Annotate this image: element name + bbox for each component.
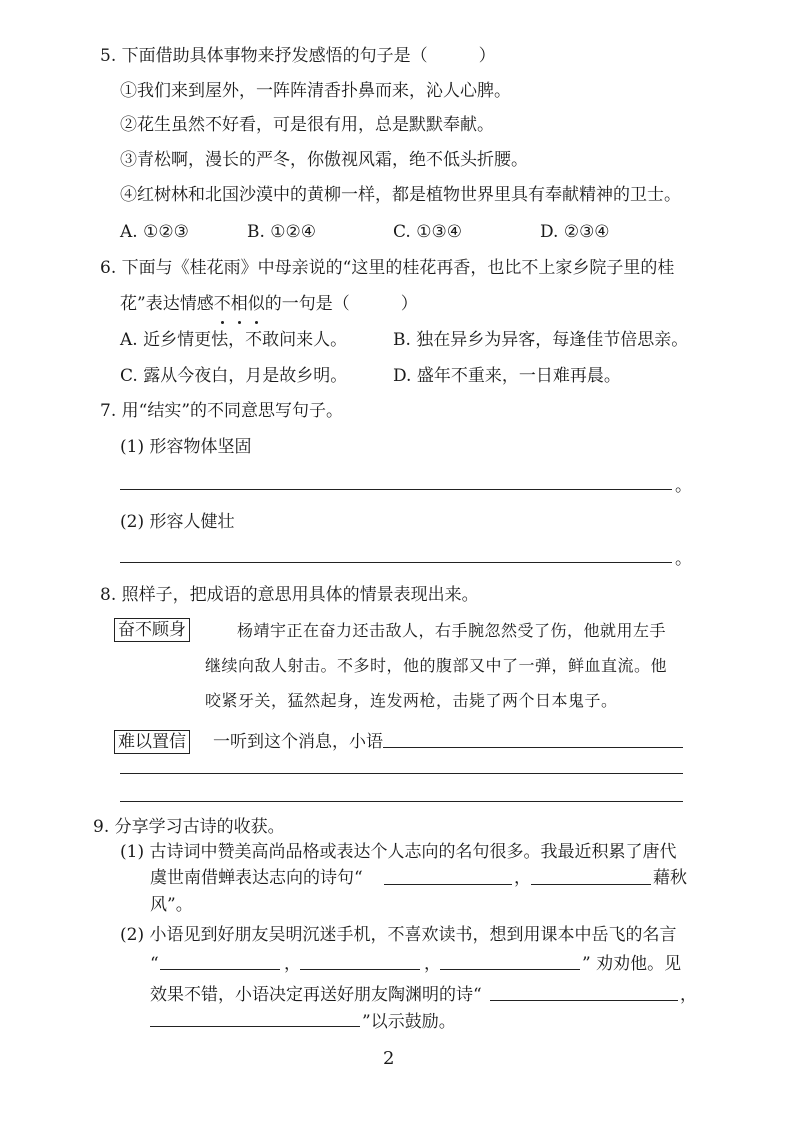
q9-stem: 9. 分享学习古诗的收获。 <box>93 817 285 837</box>
q9-blank-1[interactable] <box>384 884 512 885</box>
q9-sub1-comma: ， <box>514 868 531 888</box>
q8-answer-line-2[interactable] <box>120 773 683 774</box>
q6-choice-c: C. 露从今夜白，月是故乡明。 <box>120 366 348 386</box>
q7-period-2: 。 <box>675 549 692 569</box>
q7-sub2: (2) 形容人健壮 <box>120 512 235 532</box>
q6-choice-d: D. 盛年不重来，一日难再晨。 <box>393 366 621 386</box>
q6-stem-line1: 6. 下面与《桂花雨》中母亲说的“这里的桂花再香，也比不上家乡院子里的桂 <box>100 258 675 278</box>
page-number: 2 <box>383 1048 395 1069</box>
q9-sub1-line2a: 虞世南借蝉表达志向的诗句“ <box>150 868 363 888</box>
q7-stem: 7. 用“结实”的不同意思写句子。 <box>100 401 344 421</box>
q5-choice-d: D. ②③④ <box>540 222 610 242</box>
q9-sub2-open-quote: “ <box>150 954 159 974</box>
q8-example-line-1: 杨靖宇正在奋力还击敌人，右手腕忽然受了伤，他就用左手 <box>237 621 667 640</box>
q6-stem-line2 <box>120 292 418 316</box>
q9-blank-2[interactable] <box>531 884 651 885</box>
q5-item-2: ②花生虽然不好看，可是很有用，总是默默奉献。 <box>120 115 494 135</box>
q8-answer-line-1[interactable] <box>383 747 683 748</box>
q9-sub2-comma-2: ， <box>424 954 441 974</box>
q7-sub1: (1) 形容物体坚固 <box>120 437 252 457</box>
q9-sub1-line1: (1) 古诗词中赞美高尚品格或表达个人志向的名句很多。我最近积累了唐代 <box>120 842 677 862</box>
q9-sub2-comma-1: ， <box>284 954 301 974</box>
q9-sub1-line3: 风”。 <box>150 895 193 915</box>
q8-stem: 8. 照样子，把成语的意思用具体的情景表现出来。 <box>100 585 479 605</box>
idiom-box-2: 难以置信 <box>114 730 190 754</box>
q6-choice-b: B. 独在异乡为异客，每逢佳节倍思亲。 <box>393 330 689 350</box>
q9-sub2-line1: (2) 小语见到好朋友吴明沉迷手机，不喜欢读书，想到用课本中岳飞的名言 <box>120 925 677 945</box>
q5-item-1: ①我们来到屋外，一阵阵清香扑鼻而来，沁人心脾。 <box>120 81 511 101</box>
q5-choice-b: B. ①②④ <box>247 222 317 242</box>
q6-choice-a: A. 近乡情更怯，不敢问来人。 <box>120 330 348 350</box>
q9-blank-3[interactable] <box>160 969 280 970</box>
q7-answer-line-2[interactable] <box>120 562 672 563</box>
q9-sub2-comma-3: ， <box>680 985 697 1005</box>
q7-answer-line-1[interactable] <box>120 489 672 490</box>
q8-example-line-2: 继续向敌人射击。不多时，他的腹部又中了一弹，鲜血直流。他 <box>205 656 668 675</box>
emphasis-char: 相 <box>230 294 248 314</box>
q6-stem-text-b: 的一句是（ ） <box>264 294 418 314</box>
q9-blank-5[interactable] <box>440 969 580 970</box>
q9-blank-7[interactable] <box>150 1026 360 1027</box>
q5-item-4: ④红树林和北国沙漠中的黄柳一样，都是植物世界里具有奉献精神的卫士。 <box>120 185 681 205</box>
q6-stem-text-a: 花”表达情感 <box>120 294 214 314</box>
q9-sub2-line3a: 效果不错，小语决定再送好朋友陶渊明的诗“ <box>150 985 482 1005</box>
q9-sub2-line2-end: ” 劝劝他。见 <box>582 954 682 974</box>
q9-blank-6[interactable] <box>490 1000 678 1001</box>
emphasis-char: 不 <box>213 294 231 314</box>
q9-blank-4[interactable] <box>300 969 420 970</box>
q5-stem: 5. 下面借助具体事物来抒发感悟的句子是（ ） <box>100 46 496 66</box>
emphasis-char: 似 <box>247 294 265 314</box>
q8-example-line-3: 咬紧牙关，猛然起身，连发两枪，击毙了两个日本鬼子。 <box>205 691 618 710</box>
q5-choice-a: A. ①②③ <box>120 222 189 242</box>
q8-prompt: 一听到这个消息，小语 <box>213 732 383 752</box>
q9-sub2-line4-end: ”以示鼓励。 <box>362 1012 456 1032</box>
q9-sub1-line2b: 藉秋 <box>653 868 687 888</box>
q5-choice-c: C. ①③④ <box>393 222 462 242</box>
q5-item-3: ③青松啊，漫长的严冬，你傲视风霜，绝不低头折腰。 <box>120 150 528 170</box>
q8-answer-line-3[interactable] <box>120 801 683 802</box>
q7-period-1: 。 <box>675 476 692 496</box>
idiom-box-1: 奋不顾身 <box>114 618 190 642</box>
